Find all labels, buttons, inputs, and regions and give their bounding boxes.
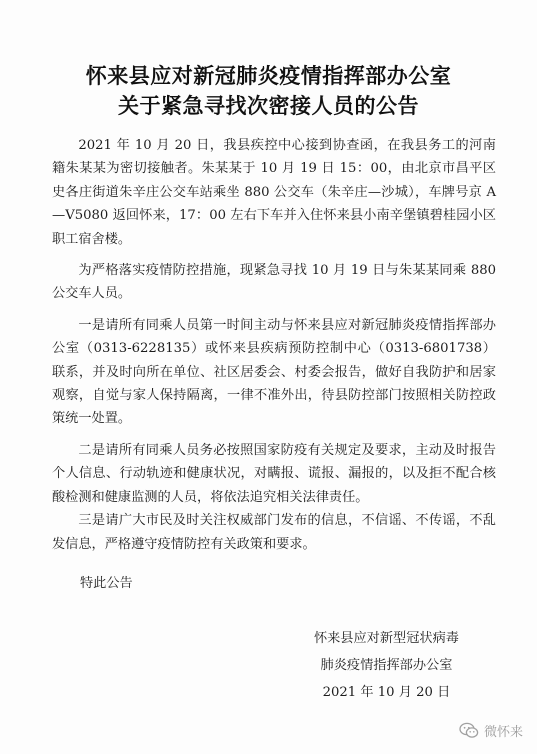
watermark [459, 721, 523, 740]
wechat-icon [459, 722, 479, 739]
signature-date: 2021 年 10 月 20 日 [322, 685, 451, 700]
paragraph-incident: 2021 年 10 月 20 日，我县疾控中心接到协查函，在我县务工的河南籍朱某某为密切接触者。朱某某于 10 月 19 日 15：00，由北京市昌平区史各庄街道朱辛庄公交车站乘坐 880 公交车（朱辛庄—沙城），车牌号京 A—V5080 返回怀来，17：00 左右下车并入住怀来县小南辛堡镇碧桂园小区职工宿舍楼。 [52, 138, 496, 247]
watermark-label: 微怀来 [483, 725, 523, 740]
signature-org-line2: 肺炎疫情指挥部办公室 [320, 658, 453, 673]
notice-body [52, 134, 496, 556]
paragraph-requirement-1: 一是请所有同乘人员第一时间主动与怀来县应对新冠肺炎疫情指挥部办公室（0313-6228135）或怀来县疾病预防控制中心（0313-6801738）联系，并及时向所在单位、社区居委会、村委会报告，做好自我防护和居家观察，自觉与家人保持隔离，一律不准外出，待县防控部门按照相关防控政策统一处置。 [52, 317, 496, 427]
paragraph-requirement-2: 二是请所有同乘人员务必按照国家防疫有关规定及要求，主动及时报告个人信息、行动轨迹和健康状况，对瞒报、谎报、漏报的，以及拒不配合核酸检测和健康监测的人员，将依法追究相关法律责任。 [52, 442, 496, 505]
signature-block [314, 625, 459, 706]
paragraph-requirement-3: 三是请广大市民及时关注权威部门发布的信息，不信谣、不传谣，不乱发信息，严格遵守疫情防控有关政策和要求。 [52, 513, 496, 552]
page-title: 怀来县应对新冠肺炎疫情指挥部办公室 [85, 64, 452, 88]
page-subtitle: 关于紧急寻找次密接人员的公告 [118, 94, 419, 118]
closing-text: 特此公告 [80, 576, 133, 591]
signature-org-line1: 怀来县应对新型冠状病毒 [313, 631, 459, 646]
paragraph-search: 为严格落实疫情防控措施，现紧急寻找 10 月 19 日与朱某某同乘 880 公交车人员。 [52, 263, 496, 302]
